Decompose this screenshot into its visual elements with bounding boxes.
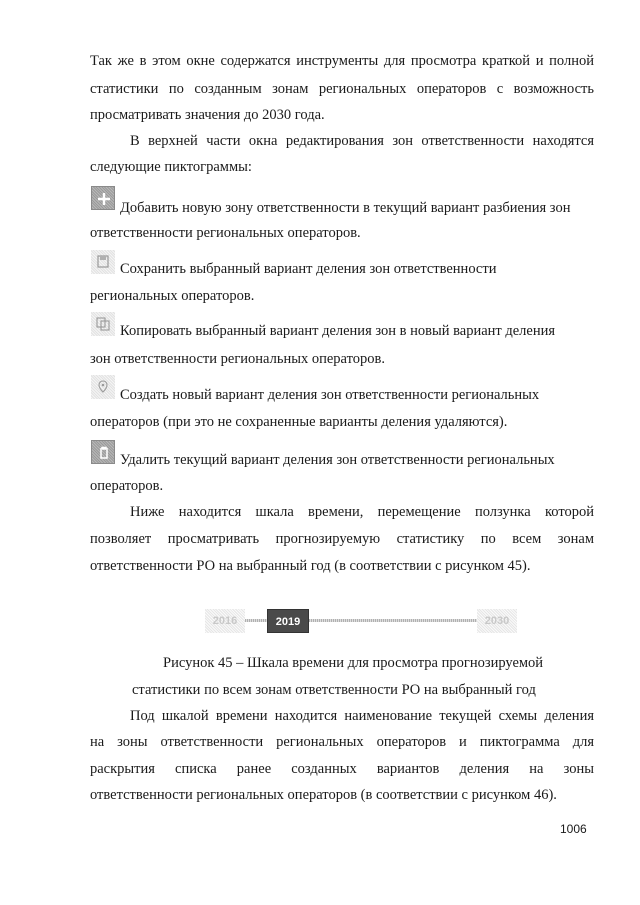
icon-description: зон ответственности региональных операторов. [90,351,385,367]
icon-description: региональных операторов. [90,288,255,304]
icon-description: Сохранить выбранный вариант деления зон ответственности [120,261,497,277]
trash-icon [91,440,115,464]
icon-description: Копировать выбранный вариант деления зон в новый вариант деления [120,323,556,339]
map-pin-icon [91,375,115,399]
paragraph-line: В верхней части окна редактирования зон ответственности находятся [130,133,594,149]
icon-description: Добавить новую зону ответственности в текущий вариант разбиения зон [120,200,571,216]
page-number: 1006 [560,822,587,836]
icon-description: операторов. [90,478,164,494]
icon-description: операторов (при это не сохраненные варианты деления удаляются). [90,414,508,430]
figure-caption: статистики по всем зонам ответственности РО на выбранный год [132,682,536,698]
paragraph-line: раскрытия списка ранее созданных вариантов деления на зоны [90,761,594,777]
paragraph-line: на зоны ответственности региональных операторов и пиктограмма для [90,734,594,750]
icon-description: Создать новый вариант деления зон ответственности региональных [120,387,540,403]
timeline-track[interactable] [205,619,517,622]
save-icon [91,250,115,274]
paragraph-line: Так же в этом окне содержатся инструменты для просмотра краткой и полной [90,53,594,69]
paragraph-line: Под шкалой времени находится наименование текущей схемы деления [130,708,594,724]
paragraph-line: ответственности региональных операторов (в соответствии с рисунком 46). [90,787,557,803]
timeline-end-year: 2030 [477,609,517,633]
icon-description: Удалить текущий вариант деления зон ответственности региональных [120,452,555,468]
timeline-thumb[interactable]: 2019 [267,609,309,633]
copy-icon [91,312,115,336]
paragraph-line: статистики по созданным зонам региональных операторов с возможность [90,81,594,97]
paragraph-line: позволяет просматривать прогнозируемую статистику по всем зонам [90,531,594,547]
paragraph-line: Ниже находится шкала времени, перемещение ползунка которой [130,504,594,520]
paragraph-line: ответственности РО на выбранный год (в соответствии с рисунком 45). [90,558,531,574]
timeline-slider[interactable] [205,607,517,635]
paragraph-line: следующие пиктограммы: [90,159,252,175]
paragraph-line: просматривать значения до 2030 года. [90,107,325,123]
timeline-start-year: 2016 [205,609,245,633]
figure-caption: Рисунок 45 – Шкала времени для просмотра прогнозируемой [163,655,544,671]
icon-description: ответственности региональных операторов. [90,225,361,241]
plus-icon [91,186,115,210]
